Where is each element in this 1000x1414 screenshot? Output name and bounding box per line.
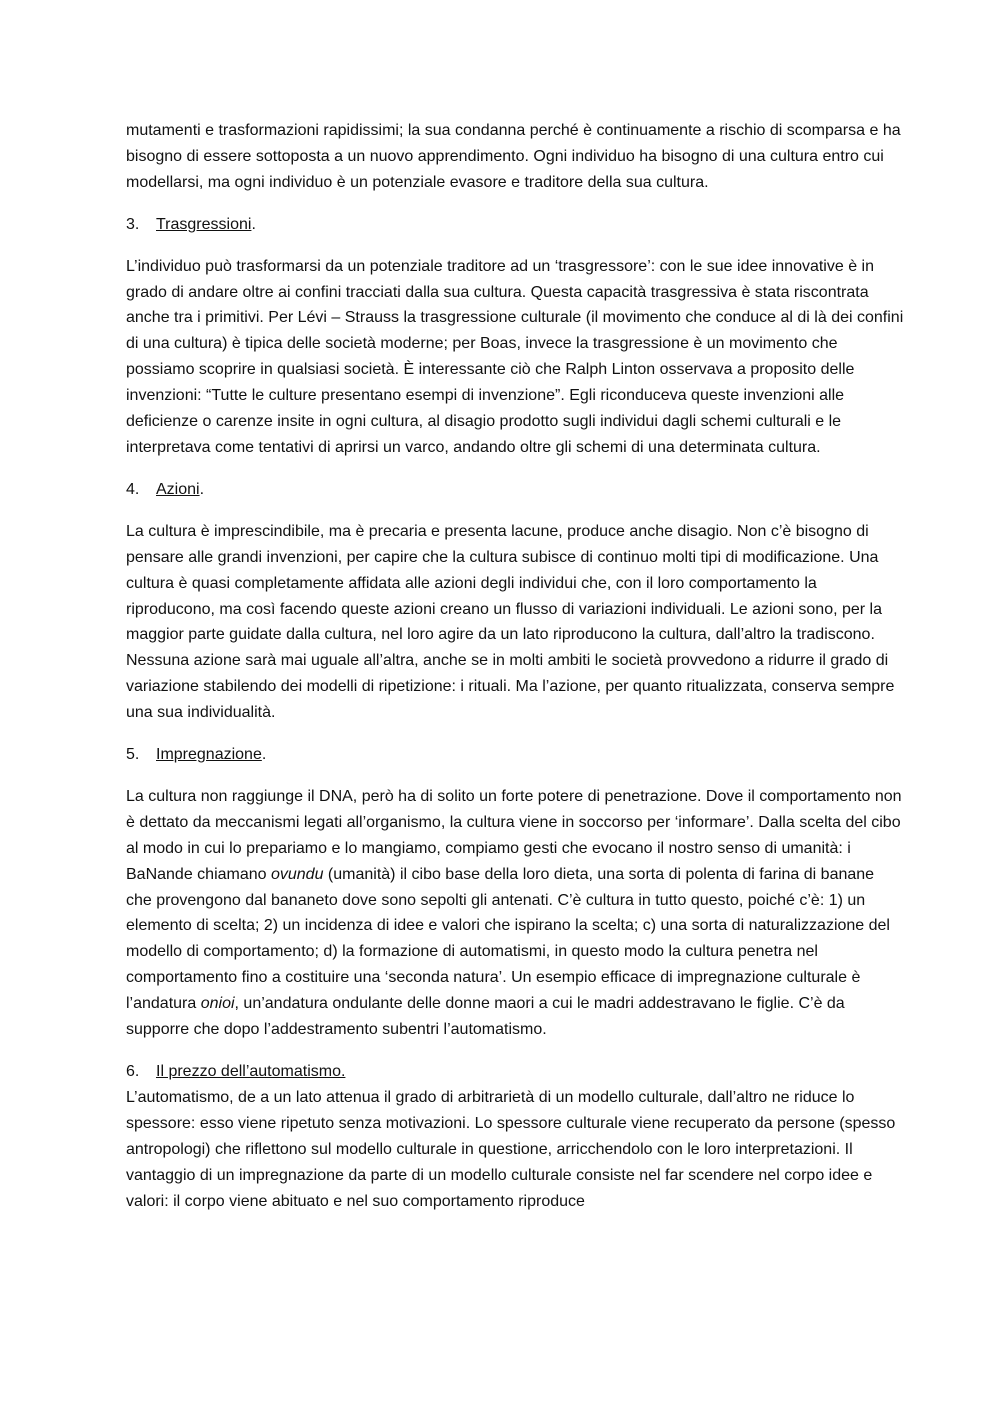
text-run: La cultura non raggiunge il DNA, però ha di solito un forte potere di penetrazione. Dove il comportamento non è dettato da meccanismi legati all’organismo, la cultura viene in soccorso per ‘informare’. Dalla scelta del cibo al modo in cui lo prepariamo e lo mangiamo, compiamo gesti che evocano il nostro senso di umanità: i BaNande chiamano bbox=[126, 787, 902, 883]
section-heading-azioni bbox=[126, 477, 904, 503]
section-title-tail: . bbox=[261, 746, 267, 764]
text-run: , un’andatura ondulante delle donne maori a cui le madri addestravano le figlie. C’è da supporre che dopo l’addestramento subentri l’automatismo. bbox=[126, 995, 845, 1039]
italic-term: onioi bbox=[200, 995, 235, 1013]
section-heading-trasgressioni bbox=[126, 212, 904, 238]
text-run: (umanità) il cibo base della loro dieta, una sorta di polenta di farina di banane che provengono dal bananeto dove sono sepolti gli antenati. C’è cultura in tutto questo, poiché c’è: 1) un elemento di scelta; 2) un incidenza di idee e valori che ispirano la scelta; c) una sorta di naturalizzazione del modello di comportamento; d) la formazione di automatismi, in questo modo la cultura penetra nel comportamento fino a costituire una ‘seconda natura’. Un esempio efficace di impregnazione culturale è l’andatura bbox=[126, 865, 890, 1013]
section-number: 4. bbox=[126, 480, 140, 498]
section-title: Azioni bbox=[156, 480, 200, 498]
paragraph-prezzo-automatismo: L’automatismo, de a un lato attenua il grado di arbitrarietà di un modello culturale, dall’altro ne riduce lo spessore: esso viene ripetuto senza motivazioni. Lo spessore culturale viene recuperato da persone (spesso antropologi) che riflettono sul modello culturale in questione, arricchendolo con le loro interpretazioni. Il vantaggio di un impregnazione da parte di un modello culturale consiste nel far scendere nel corpo idee e valori: il corpo viene abituato e nel suo comportamento riproduce bbox=[126, 1088, 896, 1210]
section-number: 5. bbox=[126, 746, 140, 764]
paragraph-intro: mutamenti e trasformazioni rapidissimi; la sua condanna perché è continuamente a rischio di scomparsa e ha bisogno di essere sottoposta a un nuovo apprendimento. Ogni individuo ha bisogno di una cultura entro cui modellarsi, ma ogni individuo è un potenziale evasore e traditore della sua cultura. bbox=[126, 122, 901, 191]
section-title: Trasgressioni bbox=[156, 215, 252, 233]
section-number: 6. bbox=[126, 1063, 140, 1080]
section-title-tail: . bbox=[199, 480, 205, 498]
paragraph-azioni: La cultura è imprescindibile, ma è precaria e presenta lacune, produce anche disagio. Non c’è bisogno di pensare alle grandi invenzioni, per capire che la cultura subisce di continuo molti tipi di modificazione. Una cultura è quasi completamente affidata alle azioni degli individui che, con il loro comportamento la riproducono, ma così facendo queste azioni creano un flusso di variazioni individuali. Le azioni sono, per la maggior parte guidate dalla cultura, nel loro agire da un lato riproducono la cultura, dall’altro la tradiscono. Nessuna azione sarà mai uguale all’altra, anche se in molti ambiti le società provvedono a ridurre il grado di variazione stabilendo dei modelli di ripetizione: i rituali. Ma l’azione, per quanto ritualizzata, conserva sempre una sua individualità. bbox=[126, 522, 895, 722]
section-title-tail: . bbox=[251, 215, 256, 233]
section-title: Il prezzo dell’automatismo. bbox=[156, 1063, 346, 1080]
paragraph-impregnazione bbox=[126, 784, 904, 1043]
paragraph-trasgressioni: L’individuo può trasformarsi da un potenziale traditore ad un ‘trasgressore’: con le sue idee innovative è in grado di andare oltre ai confini tracciati dalla sua cultura. Questa capacità trasgressiva è stata riscontrata anche tra i primitivi. Per Lévi – Strauss la trasgressione culturale (il movimento che conduce al di là dei confini di una cultura) è tipica delle società moderne; per Boas, invece la trasgressione è un movimento che possiamo scoprire in qualsiasi società. È interessante ciò che Ralph Linton osservava a proposito delle invenzioni: “Tutte le culture presentano esempi di invenzione”. Egli riconduceva queste invenzioni alle deficienze o carenze insite in ogni cultura, al disagio prodotto sugli individui dagli schemi culturali e le interpretava come tentativi di aprirsi un varco, andando oltre gli schemi di una determinata cultura. bbox=[126, 257, 904, 456]
section-number: 3. bbox=[126, 215, 140, 233]
italic-term: ovundu bbox=[270, 865, 324, 883]
section-heading-prezzo-automatismo bbox=[126, 1059, 904, 1085]
document-page bbox=[126, 118, 904, 1230]
section-title: Impregnazione bbox=[156, 746, 262, 764]
section-heading-impregnazione bbox=[126, 742, 904, 768]
